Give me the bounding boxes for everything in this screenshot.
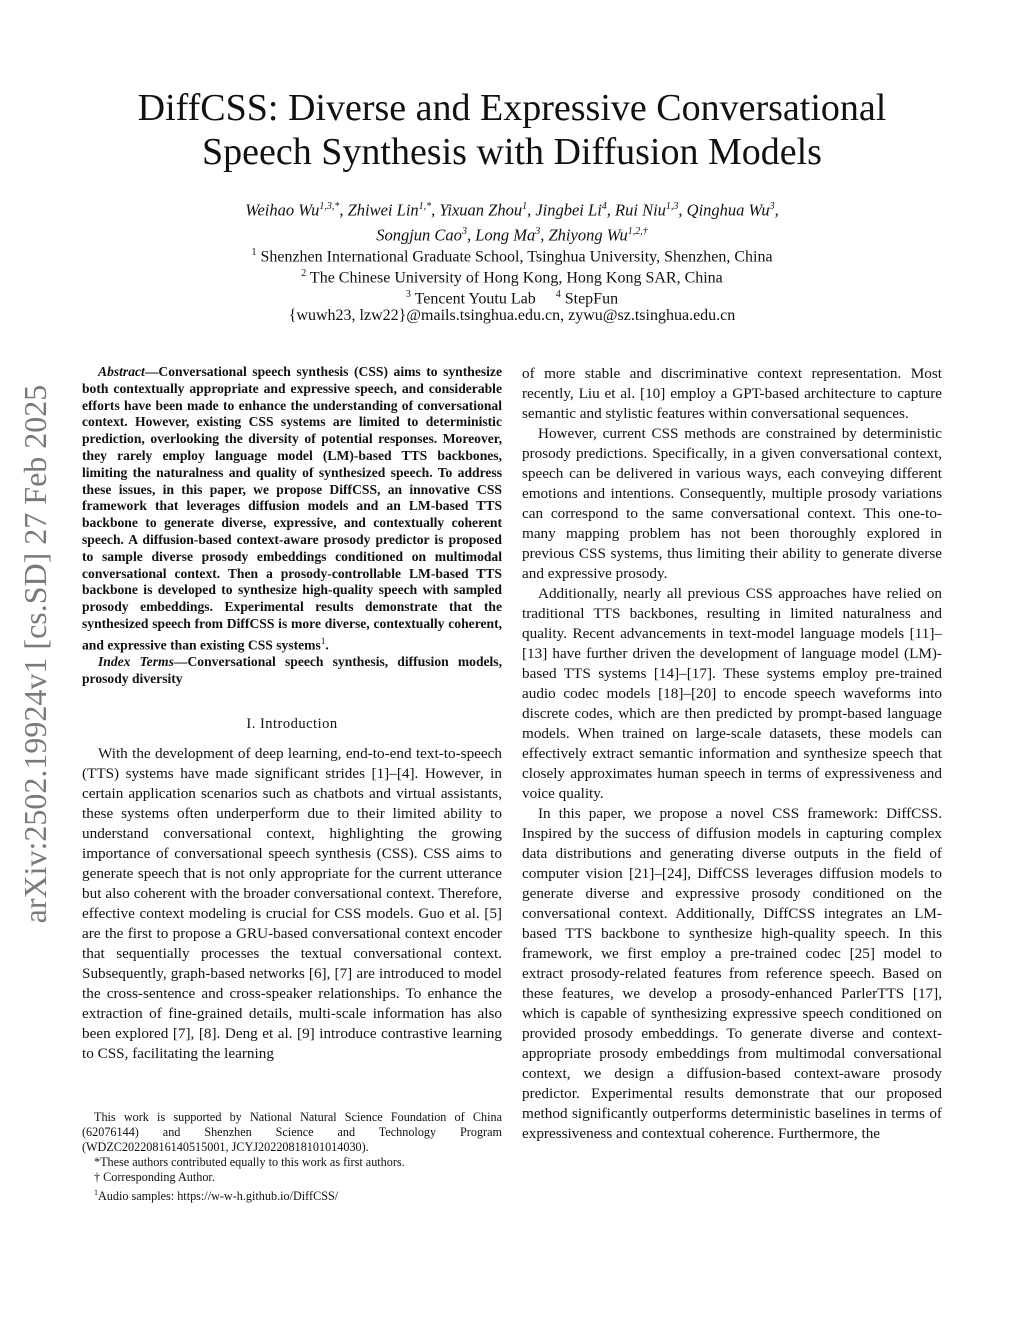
author-list: Weihao $Wu^{1,3,*}$, Zhiwei Lin$^{1,*}$, Yixuan Zhou$^1$, Jingbei Li$^4$, Rui Niu$^{1,3}$, Qinghua Wu$^3$, Songjun Cao$^3$, Long Ma$^3$, Zhiyong $Wu^{1,2,\dagger}$ [245, 200, 779, 244]
footnote-corresponding: † Corresponding Author. [94, 1170, 215, 1184]
section-heading: I. Introduction [246, 715, 338, 732]
author: Weihao Wu [245, 200, 320, 220]
author: Songjun Cao [376, 225, 462, 244]
author: Jingbei Li [535, 200, 602, 220]
author: Zhiwei Lin [347, 200, 419, 220]
footnotes [82, 1110, 502, 1204]
left-column [82, 364, 502, 1064]
author: Yixuan Zhou [439, 200, 523, 220]
body-paragraph: Additionally, nearly all previous CSS approaches have relied on traditional TTS backbones, resulting in limited naturalness and quality. Recent advancements in text-model language models [11]–[13] have further driven the development of language model (LM)-based TTS systems [14]–[17]. These systems employ pre-trained audio codec models [18]–[20] to encode speech waveforms into discrete codes, which are then predicted by prompt-based language models. When trained on large-scale datasets, these models can effectively extract semantic information and synthesize speech that closely approximates human speech in terms of expressiveness and voice quality. [522, 585, 942, 802]
title-line-1: DiffCSS: Diverse and Expressive Conversational [137, 87, 887, 129]
footnote-audio: $^1$Audio samples: https://w-w-h.github.io/DiffCSS/ [94, 1188, 339, 1204]
paper-title [0, 86, 1024, 174]
body-paragraph: of more stable and discriminative context representation. Most recently, Liu et al. [10] employ a GPT-based architecture to capture semantic and stylistic features within conversational sequences. [522, 365, 942, 422]
title-line-2: Speech Synthesis with Diffusion Models [202, 131, 822, 173]
index-terms: Index Terms—Conversational speech synthesis, diffusion models, prosody diversity [82, 654, 502, 686]
author: Long Ma [475, 225, 536, 244]
index-terms-label: Index Terms [98, 654, 174, 670]
right-column [522, 364, 942, 1144]
abstract-label: Abstract [98, 364, 145, 379]
author-emails: {wuwh23, lzw22}@mails.tsinghua.edu.cn, zywu@sz.tsinghua.edu.cn [288, 307, 736, 324]
affiliation-1: $^1$ Shenzhen International Graduate School, Tsinghua University, Shenzhen, China [251, 247, 773, 266]
footnote-equal-contribution: *These authors contributed equally to this work as first authors. [94, 1155, 405, 1169]
abstract: Abstract—Conversational speech synthesis (CSS) aims to synthesize both contextually appropriate and expressive speech, and considerable efforts have been made to enhance the understanding of conversational context. However, existing CSS systems are limited to deterministic prediction, overlooking the diversity of potential responses. Moreover, they rarely employ language model (LM)-based TTS backbones, limiting the naturalness and quality of synthesized speech. To address these issues, in this paper, we propose DiffCSS, an innovative CSS framework that leverages diffusion models and an LM-based TTS backbone to generate diverse, expressive, and contextually coherent speech. A diffusion-based context-aware prosody predictor is proposed to sample diverse prosody embeddings conditioned on multimodal conversational context. Then a prosody-controllable LM-based TTS backbone is developed to synthesize high-quality speech with sampled prosody embeddings. Experimental results demonstrate that the synthesized speech from DiffCSS is more diverse, contextually coherent, and expressive than existing CSS systems$^1$. [82, 364, 502, 653]
footnote-funding: This work is supported by National Natural Science Foundation of China (62076144) and Shenzhen Science and Technology Program (WDZC20220816140515001, JCYJ20220818101014030). [82, 1110, 502, 1154]
author: Rui Niu [615, 200, 666, 220]
author: Qinghua Wu [686, 200, 770, 220]
arxiv-identifier: arXiv:2502.19924v1 [cs.SD] 27 Feb 2025 [17, 384, 53, 924]
author: Zhiyong Wu [548, 225, 628, 244]
intro-paragraph: With the development of deep learning, end-to-end text-to-speech (TTS) systems have made significant strides [1]–[4]. However, in certain application scenarios such as chatbots and virtual assistants, these systems often underperform due to their limited ability to understand conversational context, highlighting the growing importance of conversational speech synthesis (CSS). CSS aims to generate speech that is not only appropriate for the current utterance but also coherent with the broader conversational context. Therefore, effective context modeling is crucial for CSS models. Guo et al. [5] are the first to propose a GRU-based conversational context encoder that sequentially processes the textual conversational context. Subsequently, graph-based networks [6], [7] are introduced to model the cross-sentence and cross-speaker relationships. To enhance the extraction of fine-grained details, multi-scale information has also been explored [7], [8]. Deng et al. [9] introduce contrastive learning to CSS, facilitating the learning [82, 744, 502, 1062]
affiliation-2: $^2$ The Chinese University of Hong Kong, Hong Kong SAR, China [301, 268, 723, 287]
body-paragraph: However, current CSS methods are constrained by deterministic prosody predictions. Specifically, in a given conversational context, speech can be delivered in various ways, each conveying different emotions and intentions. Consequently, multiple prosody variations can correspond to the same conversational context. This one-to-many mapping problem has not been thoroughly explored in previous CSS systems, thus limiting their ability to generate diverse and expressive prosody. [522, 425, 942, 582]
body-paragraph: In this paper, we propose a novel CSS framework: DiffCSS. Inspired by the success of diffusion models in capturing complex data distributions and generating diverse outputs in the field of computer vision [21]–[24], DiffCSS leverages diffusion models to generate diverse and expressive prosody conditioned on the conversational context. Additionally, DiffCSS integrates an LM-based TTS backbone to synthesize high-quality speech. In this framework, we first employ a pre-trained codec [25] model to extract prosody-related features from reference speech. Based on these features, we develop a prosody-enhanced ParlerTTS [17], which is capable of synthesizing expressive speech conditioned on provided prosody embeddings. To generate diverse and context-appropriate prosody embeddings from multimodal conversational context, we design a diffusion-based context-aware prosody predictor. Experimental results demonstrate that our proposed method significantly outperforms deterministic baselines in terms of expressiveness and contextual coherence. Furthermore, the [522, 805, 942, 1142]
affiliation-3-4: $^3$ Tencent Youtu Lab $^4$ StepFun [405, 289, 619, 308]
